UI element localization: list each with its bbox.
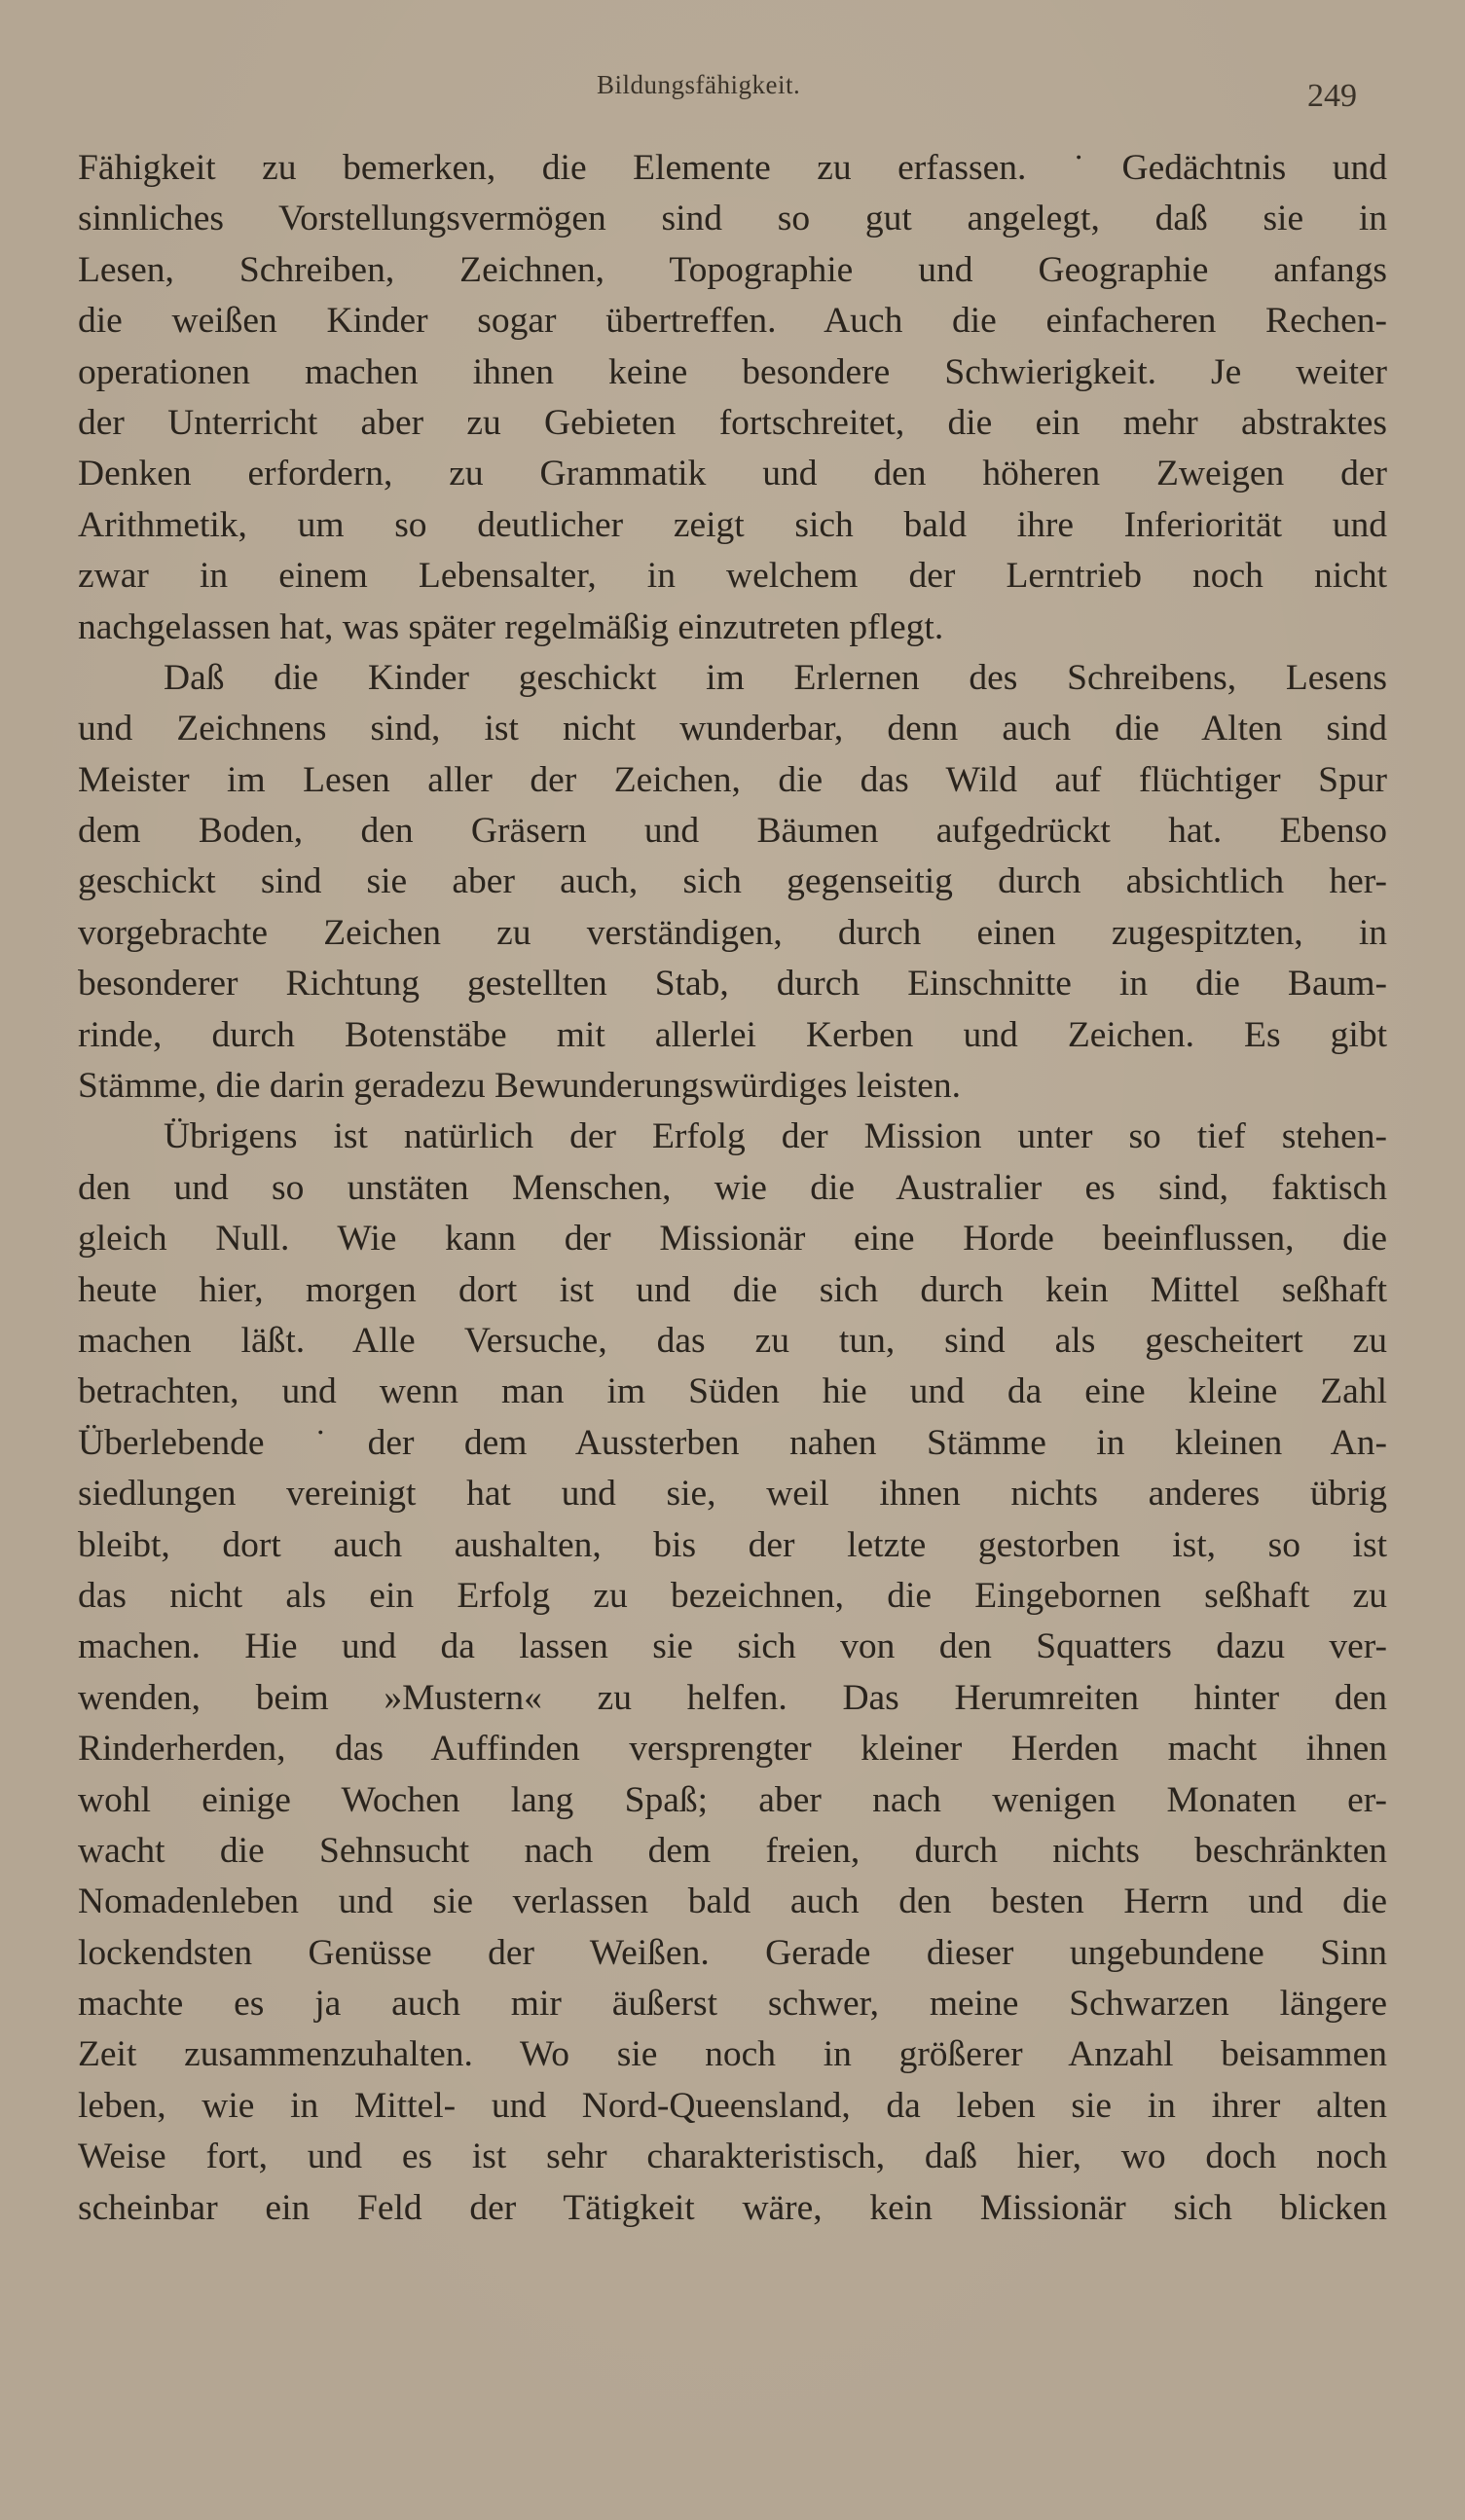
text-line: die weißen Kinder sogar übertreffen. Auch die einfacheren Rechen-: [78, 301, 1387, 342]
text-line: Nomadenleben und sie verlassen bald auch den besten Herrn und die: [78, 1881, 1387, 1922]
text-line: wenden, beim »Mustern« zu helfen. Das Herumreiten hinter den: [78, 1677, 1387, 1718]
text-line: Meister im Lesen aller der Zeichen, die das Wild auf flüchtiger Spur: [78, 759, 1387, 800]
text-line: und Zeichnens sind, ist nicht wunderbar, denn auch die Alten sind: [78, 709, 1387, 749]
text-line: Fähigkeit zu bemerken, die Elemente zu erfassen. ˙Gedächtnis und: [78, 148, 1387, 188]
text-line: rinde, durch Botenstäbe mit allerlei Kerben und Zeichen. Es gibt: [78, 1014, 1387, 1055]
page-number: 249: [1307, 78, 1357, 114]
text-line: heute hier, morgen dort ist und die sich durch kein Mittel seßhaft: [78, 1269, 1387, 1310]
text-line: machen. Hie und da lassen sie sich von den Squatters dazu ver-: [78, 1626, 1387, 1667]
text-line: geschickt sind sie aber auch, sich gegenseitig durch absichtlich her-: [78, 861, 1387, 902]
text-line: wacht die Sehnsucht nach dem freien, durch nichts beschränkten: [78, 1830, 1387, 1871]
text-line: zwar in einem Lebensalter, in welchem der Lerntrieb noch nicht: [78, 556, 1387, 597]
text-line: dem Boden, den Gräsern und Bäumen aufgedrückt hat. Ebenso: [78, 811, 1387, 852]
text-line: Überlebende ˙der dem Aussterben nahen Stämme in kleinen An-: [78, 1422, 1387, 1463]
text-line: machen läßt. Alle Versuche, das zu tun, sind als gescheitert zu: [78, 1320, 1387, 1361]
text-line: Weise fort, und es ist sehr charakteristisch, daß hier, wo doch noch: [78, 2137, 1387, 2177]
text-line: der Unterricht aber zu Gebieten fortschreitet, die ein mehr abstraktes: [78, 402, 1387, 443]
text-line: Arithmetik, um so deutlicher zeigt sich bald ihre Inferiorität und: [78, 504, 1387, 545]
text-line: Lesen, Schreiben, Zeichnen, Topographie und Geographie anfangs: [78, 249, 1387, 290]
text-line: bleibt, dort auch aushalten, bis der letzte gestorben ist, so ist: [78, 1524, 1387, 1565]
text-line: wohl einige Wochen lang Spaß; aber nach wenigen Monaten er-: [78, 1779, 1387, 1820]
text-line: Denken erfordern, zu Grammatik und den höheren Zweigen der: [78, 454, 1387, 494]
text-line: Stämme, die darin geradezu Bewunderungswürdiges leisten.: [78, 1066, 962, 1107]
text-line: Zeit zusammenzuhalten. Wo sie noch in größerer Anzahl beisammen: [78, 2034, 1387, 2075]
running-header: [0, 70, 1465, 119]
text-line: Rinderherden, das Auffinden versprengter kleiner Herden macht ihnen: [78, 1729, 1387, 1770]
text-line: den und so unstäten Menschen, wie die Australier es sind, faktisch: [78, 1167, 1387, 1208]
paragraph-start-line: Übrigens ist natürlich der Erfolg der Mission unter so tief stehen-: [164, 1116, 1387, 1157]
body-text: [78, 143, 1387, 2234]
text-line: das nicht als ein Erfolg zu bezeichnen, die Eingebornen seßhaft zu: [78, 1575, 1387, 1616]
text-line: lockendsten Genüsse der Weißen. Gerade dieser ungebundene Sinn: [78, 1932, 1387, 1973]
text-line: scheinbar ein Feld der Tätigkeit wäre, kein Missionär sich blicken: [78, 2187, 1387, 2228]
text-line: siedlungen vereinigt hat und sie, weil ihnen nichts anderes übrig: [78, 1474, 1387, 1515]
running-title: Bildungsfähigkeit.: [597, 70, 801, 99]
text-line: machte es ja auch mir äußerst schwer, meine Schwarzen längere: [78, 1984, 1387, 2025]
text-line: gleich Null. Wie kann der Missionär eine Horde beeinflussen, die: [78, 1219, 1387, 1260]
text-line: operationen machen ihnen keine besondere Schwierigkeit. Je weiter: [78, 351, 1387, 392]
text-line: sinnliches Vorstellungsvermögen sind so gut angelegt, daß sie in: [78, 199, 1387, 239]
text-line: besonderer Richtung gestellten Stab, durch Einschnitte in die Baum-: [78, 964, 1387, 1004]
text-line: leben, wie in Mittel- und Nord-Queensland, da leben sie in ihrer alten: [78, 2085, 1387, 2126]
text-line: nachgelassen hat, was später regelmäßig einzutreten pflegt.: [78, 606, 944, 647]
text-line: vorgebrachte Zeichen zu verständigen, durch einen zugespitzten, in: [78, 912, 1387, 953]
paragraph-start-line: Daß die Kinder geschickt im Erlernen des Schreibens, Lesens: [164, 657, 1387, 698]
text-line: betrachten, und wenn man im Süden hie und da eine kleine Zahl: [78, 1371, 1387, 1412]
